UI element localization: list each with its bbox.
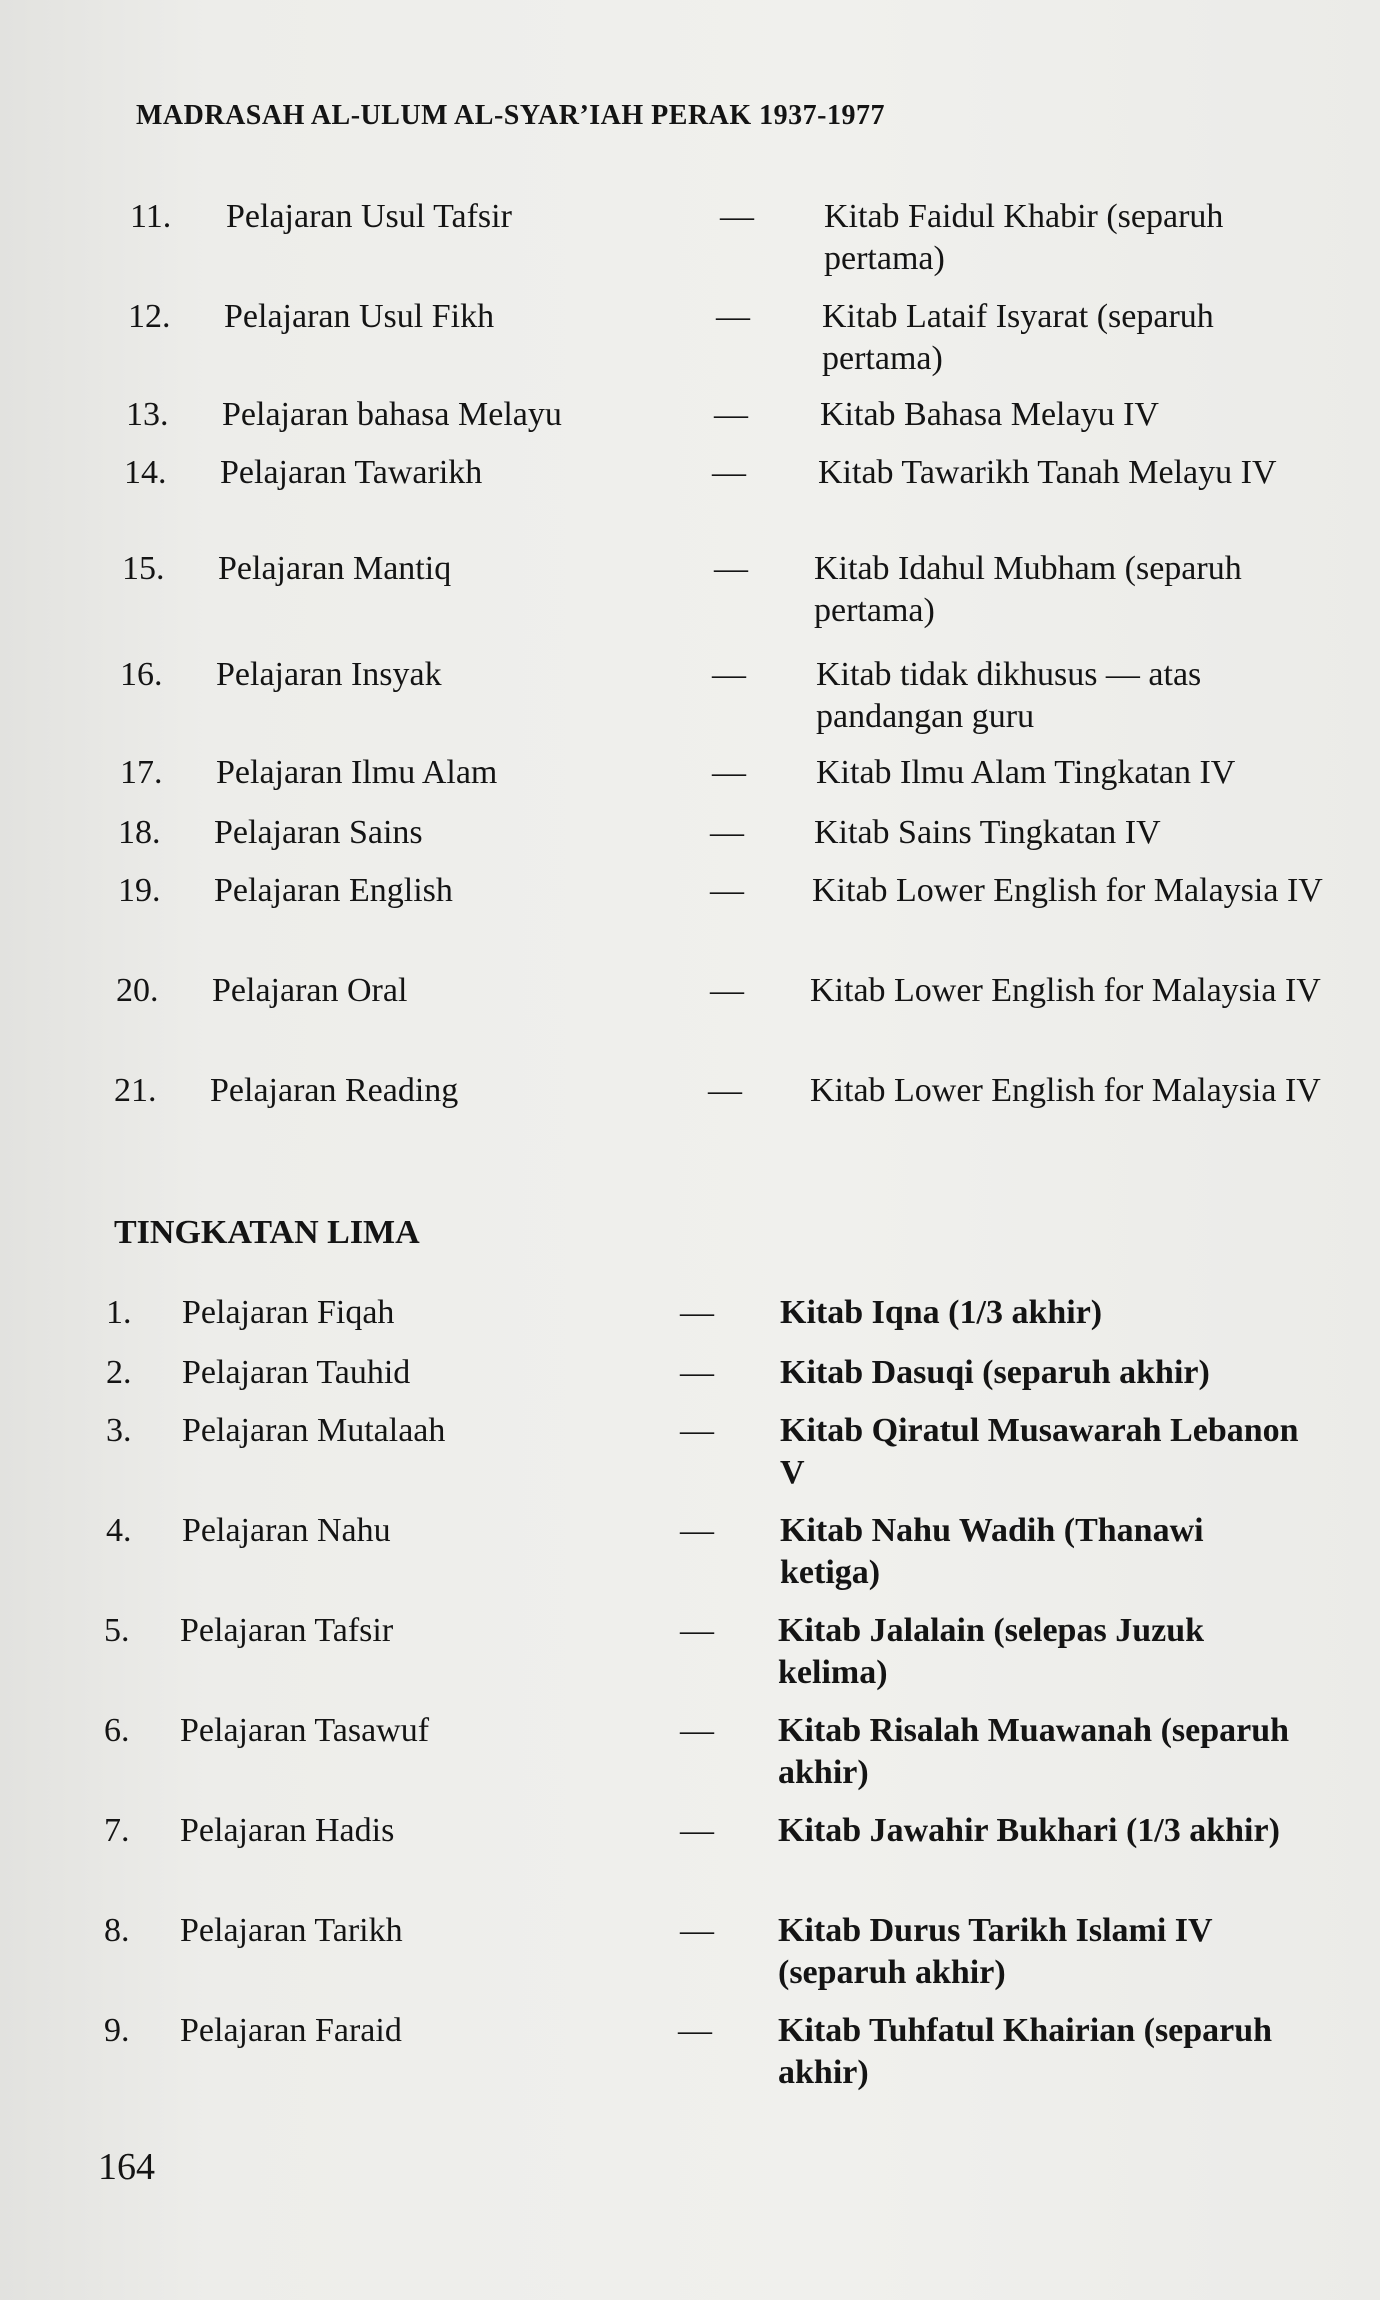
section-title: TINGKATAN LIMA	[114, 1214, 420, 1251]
textbook-name: Kitab Tuhfatul Khairian (separuh akhir)	[778, 2012, 1273, 2091]
textbook-name: Kitab Jalalain (selepas Juzuk kelima)	[778, 1612, 1205, 1691]
separator-dash: —	[680, 1812, 714, 1849]
list-item	[116, 970, 1330, 1054]
textbook-name: Kitab Jawahir Bukhari (1/3 akhir)	[778, 1812, 1280, 1849]
separator-dash: —	[714, 396, 748, 433]
separator-dash: —	[680, 1354, 714, 1391]
separator-dash: —	[712, 454, 746, 491]
item-number: 20.	[116, 972, 159, 1009]
item-number: 9.	[104, 2012, 130, 2049]
separator-dash: —	[680, 1512, 714, 1549]
item-number: 13.	[126, 396, 169, 433]
textbook-name: Kitab Iqna (1/3 akhir)	[780, 1294, 1103, 1331]
textbook-name: Kitab Lataif Isyarat (separuh pertama)	[822, 298, 1214, 377]
textbook-name: Kitab Tawarikh Tanah Melayu IV	[818, 454, 1277, 491]
list-item	[130, 196, 1344, 280]
subject-name: Pelajaran Faraid	[180, 2012, 402, 2049]
subject-name: Pelajaran Tarikh	[180, 1912, 403, 1949]
subject-name: Pelajaran Tauhid	[182, 1354, 411, 1391]
subject-name: Pelajaran Mutalaah	[182, 1412, 446, 1449]
textbook-name: Kitab Dasuqi (separuh akhir)	[780, 1354, 1210, 1391]
textbook-name: Kitab Ilmu Alam Tingkatan IV	[816, 754, 1236, 791]
subject-name: Pelajaran bahasa Melayu	[222, 396, 562, 433]
textbook-name: Kitab Faidul Khabir (separuh pertama)	[824, 198, 1224, 277]
list-item	[124, 452, 1338, 536]
item-number: 4.	[106, 1512, 132, 1549]
separator-dash: —	[678, 2012, 712, 2049]
subject-name: Pelajaran Fiqah	[182, 1294, 395, 1331]
textbook-name: Kitab Nahu Wadih (Thanawi ketiga)	[780, 1512, 1204, 1591]
item-number: 5.	[104, 1612, 130, 1649]
subject-name: Pelajaran Ilmu Alam	[216, 754, 498, 791]
separator-dash: —	[714, 550, 748, 587]
subject-name: Pelajaran Sains	[214, 814, 423, 851]
list-item	[104, 2010, 1298, 2094]
item-number: 17.	[120, 754, 163, 791]
subject-name: Pelajaran Tafsir	[180, 1612, 394, 1649]
subject-name: Pelajaran Oral	[212, 972, 408, 1009]
item-number: 16.	[120, 656, 163, 693]
textbook-name: Kitab Sains Tingkatan IV	[814, 814, 1161, 851]
subject-name: Pelajaran Insyak	[216, 656, 442, 693]
item-number: 19.	[118, 872, 161, 909]
textbook-name: Kitab Durus Tarikh Islami IV (separuh akhir)	[778, 1912, 1212, 1991]
list-item	[106, 1410, 1300, 1494]
textbook-name: Kitab Lower English for Malaysia IV	[812, 872, 1323, 909]
item-number: 8.	[104, 1912, 130, 1949]
item-number: 18.	[118, 814, 161, 851]
textbook-name: Kitab Risalah Muawanah (separuh akhir)	[778, 1712, 1290, 1791]
list-item	[114, 1070, 1330, 1154]
textbook-name: Kitab Qiratul Musawarah Lebanon V	[780, 1412, 1299, 1491]
subject-name: Pelajaran Tasawuf	[180, 1712, 430, 1749]
separator-dash: —	[680, 1912, 714, 1949]
subject-name: Pelajaran Tawarikh	[220, 454, 483, 491]
running-header: MADRASAH AL-ULUM AL-SYAR’IAH PERAK 1937-1977	[136, 100, 885, 131]
list-item	[104, 1810, 1298, 1894]
list-item	[128, 296, 1342, 380]
list-item	[104, 1710, 1298, 1794]
separator-dash: —	[680, 1712, 714, 1749]
textbook-name: Kitab Bahasa Melayu IV	[820, 396, 1159, 433]
textbook-name: Kitab tidak dikhusus — atas pandangan guru	[816, 656, 1202, 735]
item-number: 7.	[104, 1812, 130, 1849]
subject-name: Pelajaran Reading	[210, 1072, 459, 1109]
separator-dash: —	[710, 972, 744, 1009]
textbook-name: Kitab Lower English for Malaysia IV	[810, 1072, 1321, 1109]
subject-name: Pelajaran Mantiq	[218, 550, 452, 587]
subject-name: Pelajaran English	[214, 872, 453, 909]
page-number: 164	[98, 2146, 155, 2188]
item-number: 2.	[106, 1354, 132, 1391]
item-number: 11.	[130, 198, 172, 235]
list-item	[118, 870, 1332, 954]
textbook-name: Kitab Idahul Mubham (separuh pertama)	[814, 550, 1242, 629]
item-number: 6.	[104, 1712, 130, 1749]
subject-name: Pelajaran Nahu	[182, 1512, 391, 1549]
subject-name: Pelajaran Usul Fikh	[224, 298, 495, 335]
separator-dash: —	[716, 298, 750, 335]
list-item	[106, 1510, 1300, 1594]
separator-dash: —	[710, 872, 744, 909]
separator-dash: —	[708, 1072, 742, 1109]
item-number: 14.	[124, 454, 167, 491]
separator-dash: —	[680, 1412, 714, 1449]
list-item	[120, 654, 1336, 738]
item-number: 21.	[114, 1072, 157, 1109]
list-item	[104, 1610, 1298, 1694]
separator-dash: —	[680, 1612, 714, 1649]
subject-name: Pelajaran Hadis	[180, 1812, 395, 1849]
item-number: 15.	[122, 550, 165, 587]
item-number: 3.	[106, 1412, 132, 1449]
separator-dash: —	[680, 1294, 714, 1331]
list-item	[122, 548, 1334, 632]
item-number: 12.	[128, 298, 171, 335]
textbook-name: Kitab Lower English for Malaysia IV	[810, 972, 1321, 1009]
item-number: 1.	[106, 1294, 132, 1331]
separator-dash: —	[720, 198, 754, 235]
subject-name: Pelajaran Usul Tafsir	[226, 198, 512, 235]
separator-dash: —	[712, 754, 746, 791]
separator-dash: —	[712, 656, 746, 693]
separator-dash: —	[710, 814, 744, 851]
list-item	[104, 1910, 1298, 1994]
